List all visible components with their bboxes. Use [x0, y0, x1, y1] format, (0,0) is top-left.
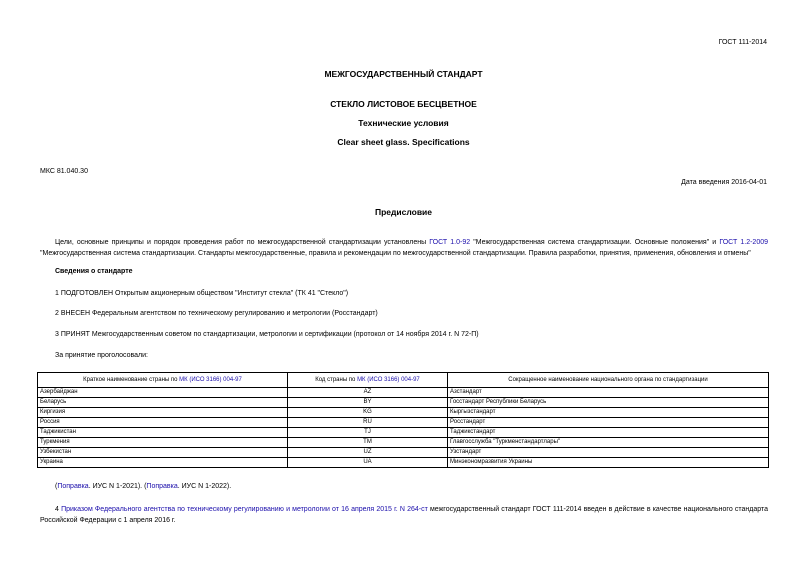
country-name-cell: Туркмения	[38, 438, 288, 448]
country-code-cell: BY	[288, 398, 448, 408]
national-body-cell: Таджикстандарт	[448, 428, 769, 438]
item-4-number: 4	[55, 506, 62, 513]
item-3: 3 ПРИНЯТ Межгосударственным советом по стандартизации, метрологии и сертификации (протокол от 14 ноября 2014 г. N 72-П)	[55, 331, 479, 338]
item-2: 2 ВНЕСЕН Федеральным агентством по техническому регулированию и метрологии (Росстандарт)	[55, 310, 378, 317]
table-row	[38, 408, 769, 418]
country-code-cell: TJ	[288, 428, 448, 438]
country-code-cell: KG	[288, 408, 448, 418]
country-name-cell: Киргизия	[38, 408, 288, 418]
country-name-cell: Украина	[38, 458, 288, 468]
national-body-header: Сокращенное наименование национального органа по стандартизации	[448, 373, 769, 388]
country-name-cell: Таджикистан	[38, 428, 288, 438]
gost-1-2-2009-link[interactable]: ГОСТ 1.2-2009	[719, 239, 769, 246]
country-code-cell: TM	[288, 438, 448, 448]
amendment-text-1: (	[55, 483, 58, 490]
table-row	[38, 428, 769, 438]
mks-code: МКС 81.040.30	[40, 168, 88, 175]
standard-subtitle: Технические условия	[358, 118, 449, 128]
national-body-cell: Минэкономразвития Украины	[448, 458, 769, 468]
table-row	[38, 398, 769, 408]
amendment-text-3: . ИУС N 1-2022).	[177, 483, 232, 490]
preface-text-1: Цели, основные принципы и порядок проведения работ по межгосударственной стандартизации установлены	[55, 239, 430, 246]
table-row	[38, 458, 769, 468]
table-row	[38, 418, 769, 428]
country-code-cell: UA	[288, 458, 448, 468]
country-name-header: Краткое наименование страны по МК (ИСО 3166) 004-97	[38, 373, 288, 388]
amendment-link-2[interactable]: Поправка	[146, 483, 178, 490]
national-body-cell: Росстандарт	[448, 418, 769, 428]
national-body-cell: Азстандарт	[448, 388, 769, 398]
mk-iso-link-2[interactable]: МК (ИСО 3166) 004-97	[357, 376, 420, 383]
table-row	[38, 388, 769, 398]
country-name-cell: Беларусь	[38, 398, 288, 408]
amendments-line	[55, 483, 231, 490]
amendment-text-2: . ИУС N 1-2021). (	[88, 483, 147, 490]
country-name-cell: Узбекистан	[38, 448, 288, 458]
country-code-header: Код страны по МК (ИСО 3166) 004-97	[288, 373, 448, 388]
standard-title-en: Clear sheet glass. Specifications	[337, 137, 470, 147]
national-body-cell: Главгосслужба "Туркменстандартлары"	[448, 438, 769, 448]
preface-heading: Предисловие	[374, 207, 433, 217]
preface-text-3: "Межгосударственная система стандартизации. Стандарты межгосударственные, правила и рекомендации по межгосударственной стандартизации. Правила разработки, принятия, применения, обновления и отмены"	[40, 250, 751, 257]
voted-label: За принятие проголосовали:	[55, 352, 148, 359]
info-heading: Сведения о стандарте	[55, 268, 133, 275]
table-row	[38, 448, 769, 458]
table-row	[38, 438, 769, 448]
item-4-text: межгосударственный стандарт ГОСТ 111-2014 введен в действие в качестве национального стандарта Российской Федерации с 1 апреля 2016 г.	[40, 506, 768, 524]
preface-paragraph	[40, 237, 768, 259]
country-code-cell: UZ	[288, 448, 448, 458]
standard-title: СТЕКЛО ЛИСТОВОЕ БЕСЦВЕТНОЕ	[330, 99, 477, 109]
national-body-cell: Узстандарт	[448, 448, 769, 458]
item-1: 1 ПОДГОТОВЛЕН Открытым акционерным обществом "Институт стекла" (ТК 41 "Стекло")	[55, 290, 349, 297]
amendment-link-1[interactable]: Поправка	[57, 483, 89, 490]
gost-1-0-92-link[interactable]: ГОСТ 1.0-92	[429, 239, 471, 246]
item-4	[40, 504, 768, 526]
country-name-cell: Азербайджан	[38, 388, 288, 398]
national-body-cell: Госстандарт Республики Беларусь	[448, 398, 769, 408]
order-link[interactable]: Приказом Федерального агентства по техническому регулированию и метрологии от 16 апреля 2015 г. N 264-ст	[61, 506, 428, 513]
country-code-cell: AZ	[288, 388, 448, 398]
national-body-cell: Кыргызстандарт	[448, 408, 769, 418]
standard-type: МЕЖГОСУДАРСТВЕННЫЙ СТАНДАРТ	[324, 69, 483, 79]
preface-text-2: "Межгосударственная система стандартизации. Основные положения" и	[470, 239, 720, 246]
country-code-cell: RU	[288, 418, 448, 428]
table-header-row	[38, 373, 769, 388]
mk-iso-link-1[interactable]: МК (ИСО 3166) 004-97	[179, 376, 242, 383]
document-id: ГОСТ 111-2014	[718, 39, 767, 46]
country-name-cell: Россия	[38, 418, 288, 428]
agreement-table	[37, 372, 769, 468]
intro-date: Дата введения 2016-04-01	[681, 179, 767, 186]
